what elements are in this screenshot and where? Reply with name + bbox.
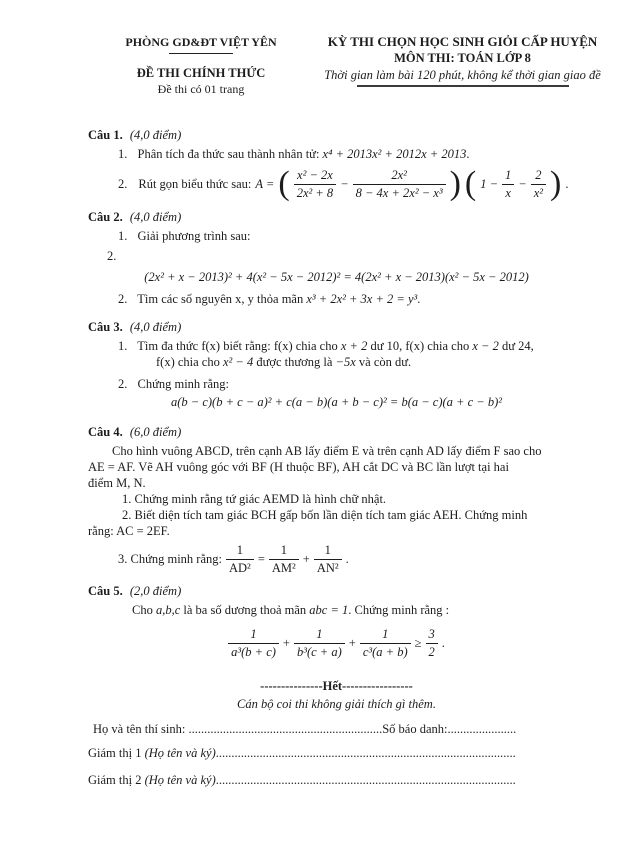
- fraction-numerator: 1: [314, 543, 342, 559]
- question-1-heading: [88, 127, 585, 143]
- question-4-item-3: [118, 541, 585, 577]
- dotted-line: ..............................................................: [188, 722, 383, 736]
- fraction: [502, 168, 514, 200]
- question-4: [88, 424, 585, 577]
- fraction: [269, 543, 299, 575]
- fraction-numerator: 1: [226, 543, 254, 559]
- end-marker: ---------------Hết-----------------: [260, 679, 413, 693]
- question-2-label: Câu 2.: [88, 210, 123, 224]
- left-paren: (: [278, 165, 290, 202]
- question-1-points: (4,0 điểm): [129, 128, 182, 142]
- question-5-points: (2,0 điểm): [129, 584, 182, 598]
- left-paren: (: [464, 165, 477, 202]
- item-text: được thương là: [256, 355, 333, 369]
- period: .: [565, 177, 569, 191]
- item-text: . Chứng minh rằng :: [348, 603, 450, 617]
- math-expression: x³ + 2x² + 3x + 2 = y³: [306, 292, 418, 306]
- item-text: dư 24,: [501, 339, 534, 353]
- dotted-line: ................................................................................................: [215, 773, 516, 787]
- math-equation: (2x² + x − 2013)² + 4(x² − 5x − 2012)² = 4(2x² + x − 2013)(x² − 5x − 2012): [144, 270, 529, 284]
- period: .: [441, 636, 445, 650]
- question-3-label: Câu 3.: [88, 320, 123, 334]
- fraction-denominator: 2x² + 8: [296, 185, 334, 200]
- question-3-heading: [88, 319, 585, 335]
- fraction-numerator: 1: [360, 627, 411, 643]
- question-3-item-2: [118, 376, 585, 392]
- fraction: [294, 168, 336, 200]
- fraction-numerator: x² − 2x: [294, 168, 336, 184]
- math-expression: x − 2: [472, 339, 499, 353]
- question-3-equation: [88, 394, 585, 410]
- question-5-intro: [132, 602, 585, 618]
- math-term: 1 −: [480, 177, 499, 191]
- item-number: 2.: [118, 292, 128, 306]
- fraction: [314, 543, 342, 575]
- question-3-points: (4,0 điểm): [129, 320, 182, 334]
- question-5-formula: [88, 620, 585, 666]
- math-lead: A =: [255, 177, 275, 191]
- fraction: [226, 543, 254, 575]
- question-2: [88, 209, 585, 307]
- math-expression: x⁴ + 2013x² + 2012x + 2013: [322, 147, 467, 161]
- minus-operator: −: [518, 177, 527, 191]
- math-expression: x² − 4: [222, 355, 254, 369]
- period: .: [417, 292, 421, 306]
- question-4-heading: [88, 424, 585, 440]
- item-text: Phân tích đa thức sau thành nhân tử:: [137, 147, 320, 161]
- fraction: [294, 627, 345, 659]
- fraction-numerator: 1: [269, 543, 299, 559]
- equals-operator: =: [257, 552, 265, 566]
- candidate-name-line: [93, 721, 585, 737]
- proctor-1-label: Giám thị 1: [88, 746, 142, 760]
- question-2-item-1: [118, 228, 585, 244]
- fraction-numerator: 1: [228, 627, 279, 643]
- item-number: 1.: [118, 229, 128, 243]
- proctor-note: Cán bộ coi thi không giải thích gì thêm.: [237, 697, 436, 711]
- question-4-item-1: 1. Chứng minh rằng tứ giác AEMD là hình chữ nhật.: [122, 492, 387, 506]
- item-text: Tìm các số nguyên x, y thỏa mãn: [137, 292, 304, 306]
- proctor-2-line: [88, 772, 585, 788]
- fraction-denominator: 2: [428, 644, 435, 659]
- item-text: 3. Chứng minh rằng:: [118, 552, 222, 566]
- fraction: [228, 627, 279, 659]
- stray-item-number: 2.: [107, 249, 117, 263]
- question-4-paragraph-line-2: AE = AF. Vẽ AH vuông góc với BF (H thuộc BF), AH cắt DC và BC lần lượt tại hai: [88, 460, 509, 474]
- item-text: f(x) chia cho: [156, 355, 220, 369]
- question-1-label: Câu 1.: [88, 128, 123, 142]
- question-4-paragraph-line-3: điểm M, N.: [88, 476, 146, 490]
- exam-duration-note: Thời gian làm bài 120 phút, không kể thời gian giao đề: [324, 68, 601, 82]
- header-right-block: [310, 34, 615, 97]
- item-text: Chứng minh rằng:: [137, 377, 229, 391]
- item-text: Cho: [132, 603, 153, 617]
- fraction-denominator: b³(c + a): [296, 644, 342, 659]
- question-4-paragraph-line-1: Cho hình vuông ABCD, trên cạnh AB lấy điểm E và trên cạnh AD lấy điểm F sao cho: [112, 444, 542, 458]
- item-text: Tìm đa thức f(x) biết rằng: f(x) chia cho: [137, 339, 338, 353]
- plus-operator: +: [302, 552, 310, 566]
- header: [0, 34, 641, 97]
- issuing-department: PHÒNG GD&ĐT VIỆT YÊN: [125, 35, 277, 49]
- question-2-heading: [88, 209, 585, 225]
- item-number: 2.: [118, 177, 128, 191]
- question-4-item-2-line-2: rằng: AC = 2EF.: [88, 524, 170, 538]
- item-text: là ba số dương thoả mãn: [183, 603, 307, 617]
- question-4-label: Câu 4.: [88, 425, 123, 439]
- item-text: Rút gọn biểu thức sau:: [138, 177, 252, 191]
- math-expression: a,b,c: [155, 603, 181, 617]
- fraction: [426, 627, 438, 659]
- item-text: và còn dư.: [358, 355, 412, 369]
- proctor-2-label: Giám thị 2: [88, 773, 142, 787]
- question-1: [88, 127, 585, 206]
- question-2-item-2: [118, 291, 585, 307]
- math-equation: a(b − c)(b + c − a)² + c(a − b)(a + b − c)² = b(a − c)(a + c − b)²: [170, 395, 503, 409]
- fraction-denominator: AD²: [229, 560, 251, 575]
- candidate-name-label: Họ và tên thí sinh:: [93, 722, 186, 736]
- question-3-item-1-line-2: [156, 354, 585, 370]
- plus-operator: +: [348, 636, 356, 650]
- fraction-denominator: AN²: [316, 560, 339, 575]
- candidate-number-label: Số báo danh:: [382, 722, 448, 736]
- question-5-label: Câu 5.: [88, 584, 123, 598]
- exam-body: [0, 127, 641, 666]
- fraction-denominator: c³(a + b): [362, 644, 408, 659]
- footer: [0, 678, 641, 788]
- proctor-1-line: [88, 745, 585, 761]
- fraction-numerator: 2: [531, 168, 546, 184]
- fraction-denominator: AM²: [271, 560, 296, 575]
- question-2-equation: [88, 269, 585, 285]
- dotted-line: ................................................................................................: [215, 746, 516, 760]
- fraction-numerator: 3: [426, 627, 438, 643]
- math-expression: x + 2: [340, 339, 368, 353]
- exam-title: KỲ THI CHỌN HỌC SINH GIỎI CẤP HUYỆN: [327, 34, 598, 49]
- fraction: [531, 168, 546, 200]
- right-paren: ): [550, 165, 562, 202]
- question-3: [88, 319, 585, 410]
- question-5: [88, 583, 585, 666]
- header-left-rule: [169, 53, 233, 54]
- greater-equal-operator: ≥: [414, 636, 422, 650]
- item-text: dư 10, f(x) chia cho: [370, 339, 470, 353]
- period: .: [466, 147, 470, 161]
- fraction: [353, 168, 446, 200]
- exam-subject: MÔN THI: TOÁN LỚP 8: [394, 51, 531, 65]
- official-exam-label: ĐỀ THI CHÍNH THỨC: [136, 66, 266, 80]
- proctor-sign-hint: (Họ tên và ký): [144, 746, 216, 760]
- question-2-points: (4,0 điểm): [129, 210, 182, 224]
- plus-operator: +: [282, 636, 290, 650]
- header-left-block: [92, 34, 310, 97]
- header-right-rule: [357, 85, 569, 87]
- fraction-denominator: a³(b + c): [231, 644, 276, 659]
- item-text: Giải phương trình sau:: [137, 229, 251, 243]
- question-1-item-1: [118, 146, 585, 162]
- minus-operator: −: [340, 177, 349, 191]
- question-4-item-2-line-1: 2. Biết diện tích tam giác BCH gấp bốn lần diện tích tam giác AEH. Chứng minh: [122, 508, 528, 522]
- question-3-item-1-line-1: [118, 338, 585, 354]
- item-number: 1.: [118, 339, 128, 353]
- math-expression: −5x: [335, 355, 356, 369]
- fraction-numerator: 2x²: [353, 168, 446, 184]
- fraction-denominator: 8 − 4x + 2x² − x³: [355, 185, 443, 200]
- page-count-note: Đề thi có 01 trang: [157, 82, 245, 96]
- fraction-numerator: 1: [294, 627, 345, 643]
- period: .: [345, 552, 349, 566]
- question-1-item-2: [118, 162, 585, 206]
- fraction-denominator: x: [505, 185, 511, 200]
- item-number: 1.: [118, 147, 128, 161]
- fraction: [360, 627, 411, 659]
- item-number: 2.: [118, 377, 128, 391]
- math-expression: abc = 1: [309, 603, 349, 617]
- proctor-sign-hint: (Họ tên và ký): [144, 773, 216, 787]
- right-paren: ): [449, 165, 461, 202]
- fraction-numerator: 1: [502, 168, 514, 184]
- fraction-denominator: x²: [533, 185, 544, 200]
- dotted-line: ......................: [447, 722, 517, 736]
- question-5-heading: [88, 583, 585, 599]
- question-4-points: (6,0 điểm): [129, 425, 182, 439]
